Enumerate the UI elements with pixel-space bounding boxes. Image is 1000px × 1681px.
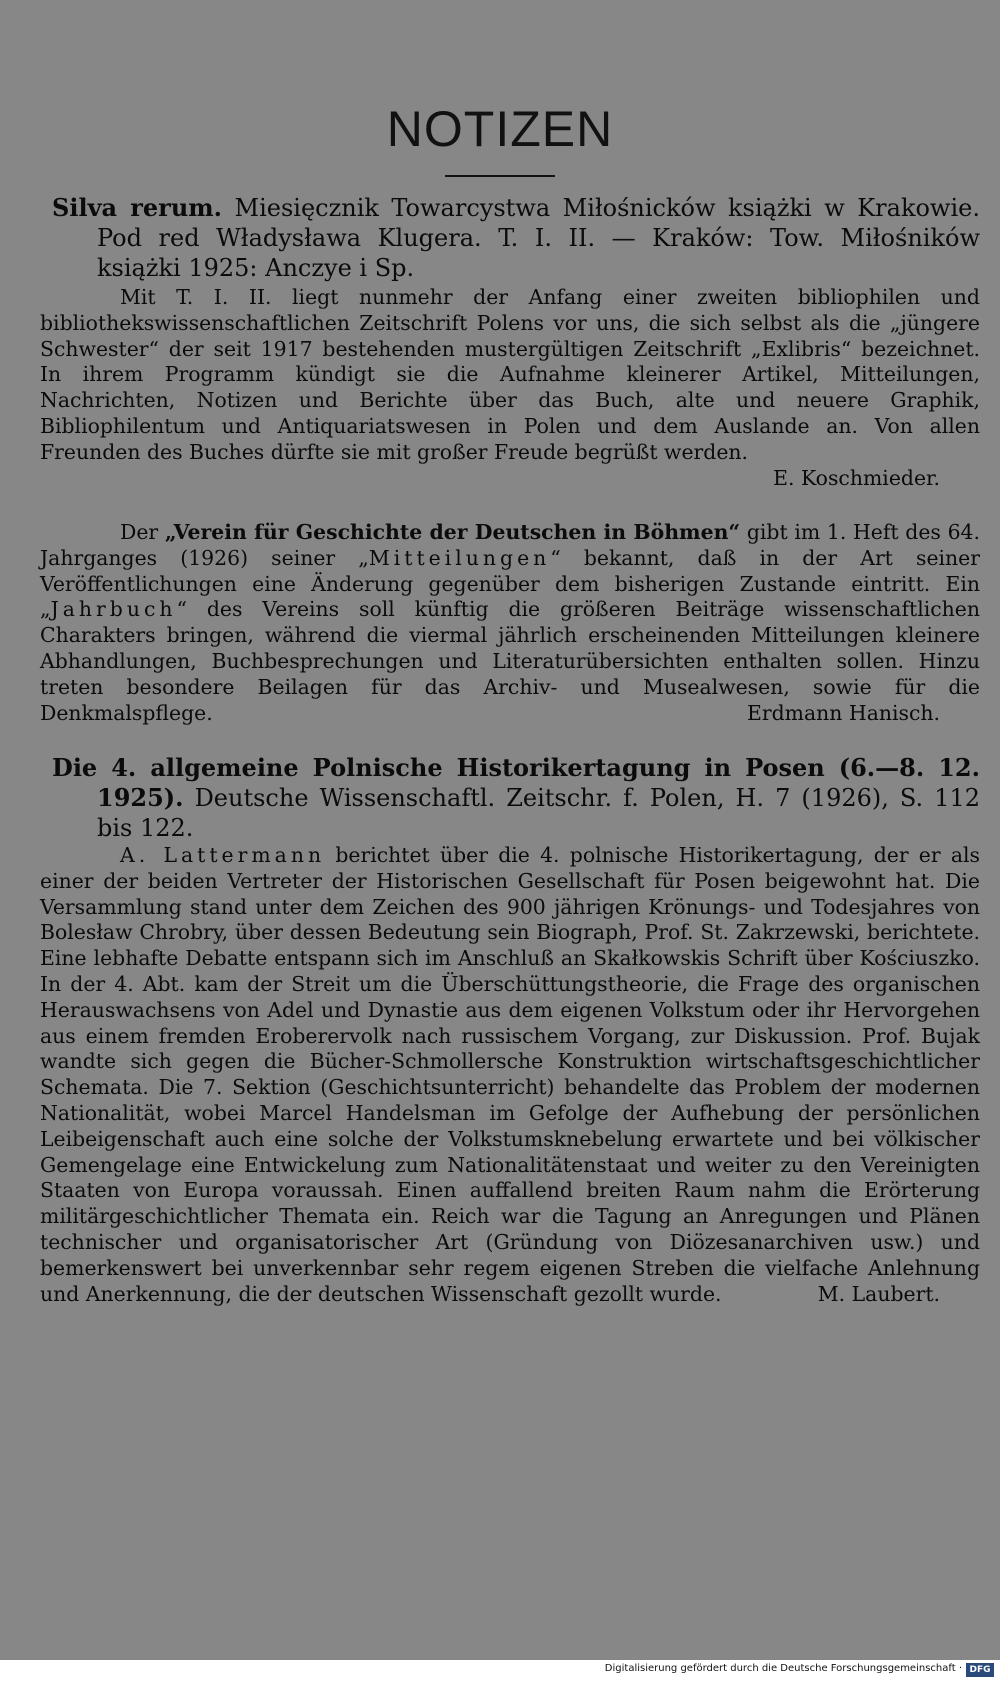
notice-text: “ des Vereins soll künftig die größeren Beiträge wissenschaftlichen Charakters bringen, während die viermal jährlich erscheinenden Mitteilungen kleinere Abhandlungen, Buchbesprechungen und Literaturübersichten enthalten sollen. Hinzu treten besondere Beilagen für das Archiv- und Musealwesen, sowie für die Denkmalspflege. [40,597,980,725]
notice-body [40,520,980,726]
notice-text: Der [120,520,165,544]
notice-body [40,843,980,1307]
notice-heading-bold: Die 4. allgemeine Polnische Historikertagung in Posen (6.—8. 12. 1925). [52,753,980,812]
notice-heading [40,753,980,843]
notice-silva-rerum [40,193,980,491]
notice-heading-citation: Miesięcznik Towarcystwa Miłośnicków książki w Krakowie. Pod red Władysława Klugera. T. I. II. — Kraków: Tow. Miłośników książki 1925: Anczye i Sp. [97,194,980,282]
notice-heading-citation: Deutsche Wissenschaftl. Zeitschr. f. Polen, H. 7 (1926), S. 112 bis 122. [97,784,980,842]
title-rule [445,175,555,177]
notice-author: M. Laubert. [817,1281,940,1306]
notice-historikertagung [40,753,980,1307]
notice-text: Mit T. I. II. liegt nunmehr der Anfang einer zweiten bibliophilen und bibliothekswissenschaftlichen Zeitschrift Polens vor uns, die sich selbst als die „jüngere Schwester“ der seit 1917 bestehenden mustergültigen Zeitschrift „Exlibris“ bezeichnet. In ihrem Programm kündigt sie die Aufnahme kleinerer Artikel, Mitteilungen, Nachrichten, Notizen und Berichte über das Buch, alte und neuere Graphik, Bibliophilentum und Antiquariatswesen in Polen und dem Auslande an. Von allen Freunden des Buches dürfte sie mit großer Freude begrüßt werden. [40,285,980,464]
notice-heading [40,193,980,283]
notice-heading-bold: „Verein für Geschichte der Deutschen in Böhmen“ [164,520,741,544]
notice-body [40,285,980,490]
notice-text: berichtet über die 4. polnische Historikertagung, der er als einer der beiden Vertreter der Historischen Gesellschaft für Posen beigewohnt hat. Die Versammlung stand unter dem Zeichen des 900 jährigen Krönungs- und Todesjahres von Bolesław Chrobry, über dessen Bedeutung sein Biograph, Prof. St. Zakrzewski, berichtete. Eine lebhafte Debatte entspann sich im Anschluß an Skałkowskis Schrift über Kościuszko. In der 4. Abt. kam der Streit um die Überschüttungstheorie, die Frage des organischen Herauswachsens von Adel und Dynastie aus dem eigenen Volkstum oder ihr Hervorgehen aus einem fremden Eroberervolk nach russischem Vorgang, zur Diskussion. Prof. Bujak wandte sich gegen die Bücher-Schmollersche Konstruktion wirtschaftsgeschichtlicher Schemata. Die 7. Sektion (Geschichtsunterricht) behandelte das Problem der modernen Nationalität, wobei Marcel Handelsman im Gefolge der Aufhebung der persönlichen Leibeigenschaft auch eine solche der Volkstumsknebelung erwartete und bei völkischer Gemengelage eine Entwickelung zum Nationalitätenstaat und weiter zu den Vereinigten Staaten von Europa voraussah. Einen auffallend breiten Raum nahm die Erörterung militärgeschichtlicher Themata ein. Reich war die Tagung an Anregungen und Plänen technischer und organisatorischer Art (Gründung von Diözesanarchiven usw.) und bemerkenswert bei unverkennbar sehr regem eigenen Streben die vielfache Anlehnung und Anerkennung, die der deutschen Wissenschaft gezollt wurde. [40,843,980,1306]
reviewed-author: A. Lattermann [120,843,326,867]
notice-text: “ bekannt, daß in der Art seiner Veröffentlichungen eine Änderung gegenüber dem bisherigen Zustande eintritt. Ein „ [40,545,980,622]
footer-bar [0,1660,1000,1681]
dfg-logo: DFG [966,1663,994,1677]
notice-text: gibt im 1. Heft des 64. Jahrganges (1926) seiner „ [40,520,980,570]
notice-verein-boehmen [40,520,980,726]
funding-note: Digitalisierung gefördert durch die Deutsche Forschungsgemeinschaft · [604,1663,962,1674]
notice-author: Erdmann Hanisch. [746,700,940,725]
notice-heading-bold: Silva rerum. [52,193,223,222]
page-title: NOTIZEN [386,101,614,157]
journal-name: Mitteilungen [368,545,551,570]
notice-author: E. Koschmieder. [773,465,940,490]
yearbook-name: Jahrbuch [50,597,177,622]
